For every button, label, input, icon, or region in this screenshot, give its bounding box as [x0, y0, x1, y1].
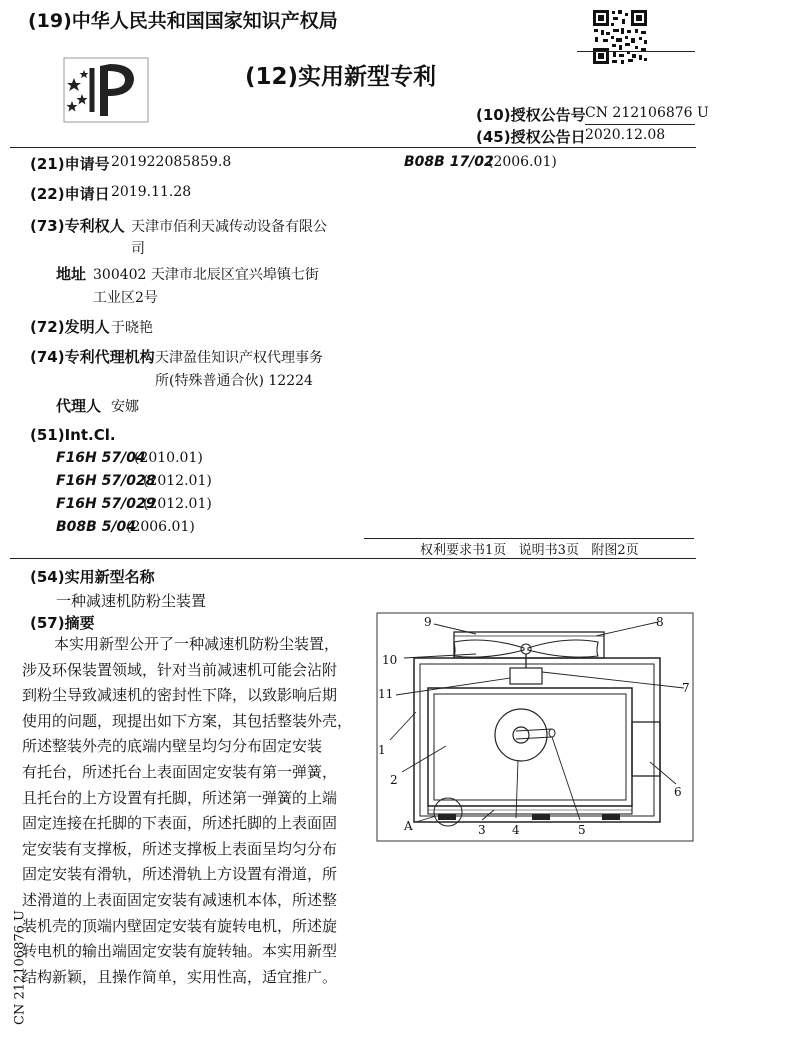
abstract-line: 装机壳的顶端内壁固定安装有旋转电机，所述旋: [22, 916, 338, 935]
abstract-line: 且托台的上方设置有托脚，所述第一弹簧的上端: [22, 788, 338, 807]
inventor-label: (72)发明人: [30, 318, 110, 336]
figure-label: 3: [478, 823, 486, 837]
agency-line1: 天津盈佳知识产权代理事务: [155, 350, 323, 366]
abstract-line: 固定安装有滑轨，所述滑轨上方设置有滑道，所: [22, 865, 338, 884]
abstract-line: 有托台，所述托台上表面固定安装有第一弹簧，: [22, 762, 338, 781]
class-code: F16H 57/029: [56, 496, 156, 512]
abstract-line: 述滑道的上表面固定安装有减速机本体，所述整: [22, 890, 338, 909]
abstract-line: 转电机的输出端固定安装有旋转轴。本实用新型: [22, 942, 338, 961]
agency-line2: 所(特殊普通合伙) 12224: [155, 373, 313, 389]
figure-label: 7: [682, 681, 690, 695]
class-ver: (2012.01): [143, 473, 212, 489]
agent-label: 代理人: [56, 397, 102, 415]
pub-no-underline: [585, 124, 695, 125]
qr-code: [591, 8, 649, 66]
pub-date: 2020.12.08: [585, 127, 666, 143]
class-code: F16H 57/04: [56, 450, 146, 466]
class-code: B08B 5/04: [56, 519, 137, 535]
pub-no: CN 212106876 U: [585, 105, 709, 121]
class-ver: (2012.01): [143, 496, 212, 512]
figure-label: 11: [378, 687, 394, 701]
abstract-line: 定安装有支撑板，所述支撑板上表面呈均匀分布: [22, 839, 338, 858]
abstract-line: 所述整装外壳的底端内壁呈均匀分布固定安装: [22, 737, 323, 756]
figure-label: 4: [512, 823, 520, 837]
office-name: (19)中华人民共和国国家知识产权局: [28, 10, 338, 32]
class-ver: (2006.01): [126, 519, 195, 535]
utility-model-title: 一种减速机防粉尘装置: [56, 592, 207, 610]
inventor: 于晓艳: [111, 320, 153, 336]
app-date-label: (22)申请日: [30, 185, 110, 203]
figure-label: 5: [578, 823, 586, 837]
abstract-line: 本实用新型公开了一种减速机防粉尘装置，: [54, 635, 340, 653]
address-label: 地址: [56, 265, 87, 283]
abstract-line: 涉及环保装置领域，针对当前减速机可能会沾附: [22, 660, 338, 679]
abstract-text: [22, 632, 352, 990]
patentee-line1: 天津市佰利天减传动设备有限公: [131, 219, 327, 235]
address-line1: 300402 天津市北辰区宜兴埠镇七街: [93, 267, 319, 283]
abstract-figure: [376, 612, 694, 842]
agent: 安娜: [111, 399, 139, 415]
right-class-code: B08B 17/02: [404, 154, 494, 170]
abstract-label: (57)摘要: [30, 614, 95, 632]
figure-label: 6: [674, 785, 682, 799]
app-no-label: (21)申请号: [30, 155, 110, 173]
abstract-line: 固定连接在托脚的下表面，所述托脚的上表面固: [22, 814, 338, 833]
header-rule-right: [577, 51, 695, 52]
document-type: (12)实用新型专利: [245, 64, 437, 90]
intcl-label: (51)Int.Cl.: [30, 426, 116, 444]
pub-no-label: (10)授权公告号: [476, 106, 586, 124]
class-ver: (2010.01): [134, 450, 203, 466]
class-code: F16H 57/028: [56, 473, 156, 489]
app-date: 2019.11.28: [111, 184, 192, 200]
figure-label: 10: [382, 653, 398, 667]
figure-label: A: [404, 819, 413, 833]
figure-label: 1: [378, 743, 386, 757]
figure-label: 2: [390, 773, 398, 787]
title-label: (54)实用新型名称: [30, 568, 155, 586]
patentee-line2: 司: [131, 241, 145, 257]
agency-label: (74)专利代理机构: [30, 348, 155, 366]
page-counts: 权利要求书1页 说明书3页 附图2页: [420, 543, 639, 558]
abstract-line: 结构新颖，且操作简单，实用性高，适宜推广。: [22, 967, 338, 986]
patentee-label: (73)专利权人: [30, 217, 125, 235]
figure-label: 8: [656, 615, 664, 629]
abstract-line: 使用的问题，现提出如下方案，其包括整装外壳，: [22, 711, 353, 730]
side-pub-number: CN 212106876 U: [12, 910, 28, 1025]
address-line2: 工业区2号: [93, 290, 158, 306]
cnipa-logo: [62, 56, 150, 124]
abstract-line: 到粉尘导致减速机的密封性下降，以致影响后期: [22, 686, 338, 705]
pub-date-label: (45)授权公告日: [476, 128, 586, 146]
figure-label: 9: [424, 615, 432, 629]
biblio-rule: [10, 558, 696, 559]
right-class-ver: (2006.01): [488, 154, 557, 170]
header-rule: [10, 147, 696, 148]
app-no: 201922085859.8: [111, 154, 232, 170]
